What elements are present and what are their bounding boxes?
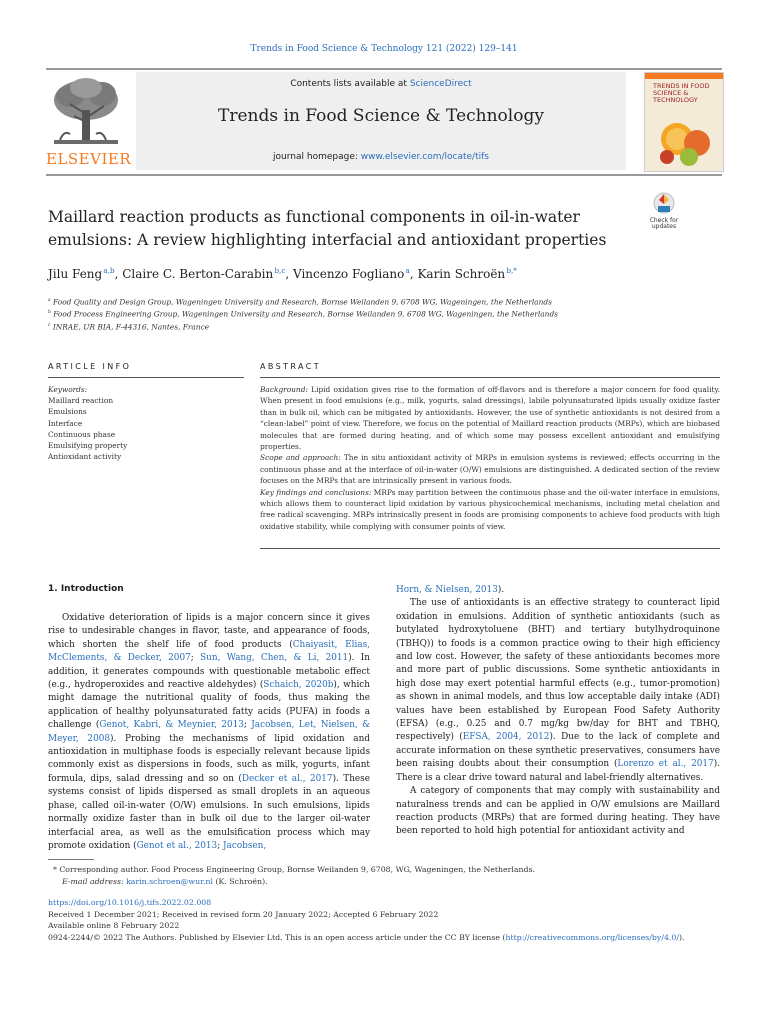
author-list: Jilu Feng $^{a,b}$, Claire C. Berton-Carabin $^{b,c}$, Vincenzo Fogliano $^a$, Karin Schroën $^{b,*}$	[48, 266, 517, 281]
footnote-rule	[48, 859, 94, 860]
abstract-background-label: Background:	[260, 385, 308, 394]
footnote-block	[48, 864, 535, 887]
article-info-rule	[48, 377, 244, 378]
body-text: ;	[243, 720, 252, 731]
author-affiliation-marker[interactable]: a,b	[103, 266, 115, 275]
keyword: Antioxidant activity	[48, 452, 122, 462]
homepage-link[interactable]: www.elsevier.com/locate/tifs	[360, 152, 489, 162]
body-text: A category of components that may comply with sustainability and naturalness trends and can be applied in O/W emulsions are Maillard reaction products (MRPs) that are formed during heating. They have been reported to hold high potential for antioxidant activity and	[396, 786, 720, 837]
abstract-heading: ABSTRACT	[260, 362, 322, 371]
author-name: Vincenzo Fogliano	[293, 267, 405, 281]
citation-link[interactable]: Jacobsen, Let, Nielsen, & Meyer, 2008	[48, 720, 371, 744]
journal-reference[interactable]: Trends in Food Science & Technology 121 (2022) 129–141	[250, 44, 518, 54]
contents-prefix: Contents lists available at	[290, 79, 410, 89]
abstract-scope-label: Scope and approach:	[260, 453, 341, 463]
masthead-top-rule	[46, 68, 722, 70]
body-text: ). Due to the lack of complete and accurate information on these synthetic preservatives, consumers have been raising doubts about their consumption (	[396, 732, 720, 770]
email-suffix: (K. Schroën).	[212, 876, 268, 886]
keyword: Maillard reaction	[48, 396, 114, 406]
intro-paragraph-2	[396, 597, 720, 785]
citation-link[interactable]: Sun, Wang, Chen, & Li, 2011	[200, 653, 349, 664]
journal-title: Trends in Food Science & Technology	[218, 106, 544, 126]
abstract-background-text: Lipid oxidation gives rise to the formation of off-flavors and is therefore a major concern for food quality. When present in food emulsions (e.g., milk, yogurts, salad dressings), labile polyunsaturated lipids usually oxidize faster than in bulk oil, which can be mitigated by antioxidants. However, the use of synthetic antioxidants is not desired from a “clean-label” point of view. Therefore, we focus on the potential of Maillard reaction products (MRPs), which are biobased molecules that are formed during heating, and of which some may possess excellent antioxidant and emulsifying properties.	[260, 385, 720, 452]
abstract-background	[260, 384, 720, 452]
citation-link[interactable]: EFSA, 2004, 2012	[462, 732, 550, 743]
body-text: ). These systems consist of lipids dispersed as small droplets in an aqueous phase, called oil-in-water (O/W) emulsions. In such emulsions, lipids normally oxidize faster than in bulk oil due to the larger oil-water interfacial area, as well as the emulsification process which may promote oxidation (	[48, 773, 370, 851]
available-online-date: Available online 8 February 2022	[48, 921, 180, 930]
abstract-findings	[260, 487, 720, 533]
sciencedirect-link[interactable]: ScienceDirect	[409, 79, 472, 89]
affiliation-marker: c	[48, 322, 51, 328]
body-text: Oxidative deterioration of lipids is a major concern since it gives rise to undesirable changes in flavor, taste, and appearance of foods, which shorten the shelf life of food products (	[48, 613, 370, 650]
abstract-body	[260, 384, 720, 532]
crossmark-label-2: updates	[651, 223, 677, 230]
keyword: Emulsions	[48, 407, 87, 417]
doi-link[interactable]: https://doi.org/10.1016/j.tifs.2022.02.008	[48, 898, 212, 907]
affiliation-item	[48, 320, 558, 332]
section-heading-introduction: 1. Introduction	[48, 584, 124, 594]
intro-paragraph-3	[396, 785, 720, 839]
article-info-heading: ARTICLE INFO	[48, 362, 132, 371]
body-text: ;	[217, 840, 223, 851]
contents-list-line	[136, 79, 626, 89]
affiliation-item	[48, 295, 558, 307]
article-title: Maillard reaction products as functional components in oil-in-water emulsions: A review highlighting interfacial and antioxidant properties	[48, 208, 607, 249]
body-text: ;	[190, 653, 201, 664]
license-end: ).	[678, 932, 685, 942]
license-line	[48, 932, 685, 944]
intro-paragraph-continued	[396, 584, 720, 597]
author-affiliation-marker[interactable]: a	[405, 266, 410, 275]
cover-title: TRENDS IN FOOD SCIENCE & TECHNOLOGY	[653, 82, 710, 104]
abstract-findings-label: Key findings and conclusions:	[260, 487, 372, 497]
journal-cover-image[interactable]	[644, 72, 724, 172]
affiliation-marker: b	[48, 310, 51, 316]
check-for-updates-badge[interactable]	[646, 192, 682, 230]
citation-link[interactable]: Genot, Kabri, & Meynier, 2013	[99, 720, 244, 731]
keywords-label: Keywords:	[48, 385, 88, 394]
author-affiliation-marker[interactable]: b,c	[274, 266, 286, 275]
body-text: ). In addition, it generates compounds with questionable metabolic effect (e.g., hydroperoxides and reactive aldehydes) (	[48, 653, 371, 691]
publisher-wordmark: ELSEVIER	[46, 150, 132, 168]
body-column-right	[396, 584, 720, 839]
crossmark-label-1: Check for	[649, 217, 679, 224]
body-text: ).	[497, 585, 505, 595]
masthead-bottom-rule	[46, 174, 722, 176]
email-label: E-mail address:	[62, 876, 124, 886]
corresponding-author-note: * Corresponding author. Food Process Engineering Group, Bornse Weilanden 9, 6708, WG, Wageningen, the Netherlands.	[48, 865, 536, 874]
citation-link[interactable]: Decker et al., 2017	[241, 773, 333, 784]
homepage-prefix: journal homepage:	[273, 152, 361, 162]
body-column-left	[48, 612, 370, 853]
abstract-rule	[260, 377, 720, 378]
abstract-scope-text: The in situ antioxidant activity of MRPs in emulsion systems is reviewed; effects occurring in the continuous phase and at the interface of oil-in-water (O/W) emulsions are distinguished. A dedicated section of the review focuses on the MRPs that are intrinsically present in various foods.	[260, 453, 720, 486]
abstract-scope	[260, 452, 720, 486]
author-name: Karin Schroën	[417, 267, 506, 281]
affiliation-text: Food Quality and Design Group, Wageningen University and Research, Bornse Weilanden 9, 6708 WG, Wageningen, the Netherlands	[53, 297, 552, 307]
affiliation-list	[48, 295, 558, 332]
elsevier-logo[interactable]	[46, 74, 132, 170]
publication-info	[48, 897, 685, 943]
abstract-findings-text: MRPs may partition between the continuous phase and the oil-water interface in emulsions, which allows them to counteract lipid oxidation by various physicochemical mechanisms, including metal chelation and free radical scavenging. MRPs intrinsically present in foods are promising components to achieve food products with high oxidative stability, while complying with consumer points of view.	[260, 487, 720, 531]
affiliation-item	[48, 307, 558, 319]
tree-icon	[46, 74, 126, 152]
author-name: Jilu Feng	[48, 267, 103, 281]
author-affiliation-marker[interactable]: b,*	[506, 266, 517, 275]
cover-food-illustration	[655, 113, 715, 167]
citation-link[interactable]: Genot et al., 2013	[136, 840, 218, 851]
citation-link[interactable]: Jacobsen,	[223, 840, 267, 851]
journal-homepage-line	[136, 152, 626, 162]
keyword: Interface	[48, 418, 83, 428]
corresponding-author-text: Corresponding author. Food Process Engineering Group, Bornse Weilanden 9, 6708, WG, Wageningen, the Netherlands.	[59, 865, 536, 874]
citation-link[interactable]: Horn, & Nielsen, 2013	[396, 585, 498, 595]
author-name: Claire C. Berton-Carabin	[122, 267, 274, 281]
license-link[interactable]: http://creativecommons.org/licenses/by/4.0/	[505, 932, 679, 942]
citation-link[interactable]: Lorenzo et al., 2017	[617, 759, 714, 770]
email-link[interactable]: karin.schroen@wur.nl	[126, 876, 213, 886]
keywords-block	[48, 384, 127, 462]
license-text: 0924-2244/© 2022 The Authors. Published by Elsevier Ltd. This is an open access article under the CC BY license (	[48, 932, 506, 942]
body-text: The use of antioxidants is an effective strategy to counteract lipid oxidation in emulsions. Addition of synthetic antioxidants (such as butylated hydroxytoluene (BHT) and tertiary butylhydroquinone (TBHQ)) to foods is a common practice owing to their high efficiency and low cost. However, the safety of these antioxidants becomes more and more part of public discussions. Some synthetic antioxidants in high dose may exert potential harmful effects (e.g., tumor-promotion) as shown in animal models, and thus low acceptable daily intake (ADI) values have been established by European Food Safety Authority (EFSA) (e.g., 0.25 and 0.7 mg/kg bw/day for BHT and TBHQ, respectively) (	[396, 598, 720, 743]
intro-paragraph-1	[48, 612, 370, 853]
affiliation-marker: a	[48, 298, 51, 303]
abstract-bottom-rule	[260, 548, 720, 549]
body-text: ). There is a clear drive toward natural and label-friendly alternatives.	[396, 759, 720, 783]
body-text: ). Probing the mechanisms of lipid oxidation and antioxidation in multiphase foods is especially relevant because lipids commonly exist as dispersions in foods, such as milk, yogurts, infant formula, dips, salad dressing and so on (	[48, 733, 370, 784]
citation-link[interactable]: Schaich, 2020b	[263, 680, 334, 691]
email-line	[48, 876, 535, 888]
citation-link[interactable]: Chaiyasit, Elias, McClements, & Decker, 2007	[48, 639, 370, 664]
body-text: ), which might damage the nutritional quality of foods, thus making the application of healthy polyunsaturated fatty acids (PUFA) in foods a challenge (	[48, 680, 370, 731]
affiliation-text: Food Process Engineering Group, Wageningen University and Research, Bornse Weilanden 9, 6708 WG, Wageningen, the Netherlands	[53, 309, 558, 319]
received-dates: Received 1 December 2021; Received in revised form 20 January 2022; Accepted 6 February 2022	[48, 909, 439, 919]
keyword: Continuous phase	[48, 429, 116, 439]
affiliation-text: INRAE, UR BIA, F-44316, Nantes, France	[52, 322, 210, 332]
keyword: Emulsifying property	[48, 441, 128, 451]
crossmark-icon	[649, 192, 679, 214]
